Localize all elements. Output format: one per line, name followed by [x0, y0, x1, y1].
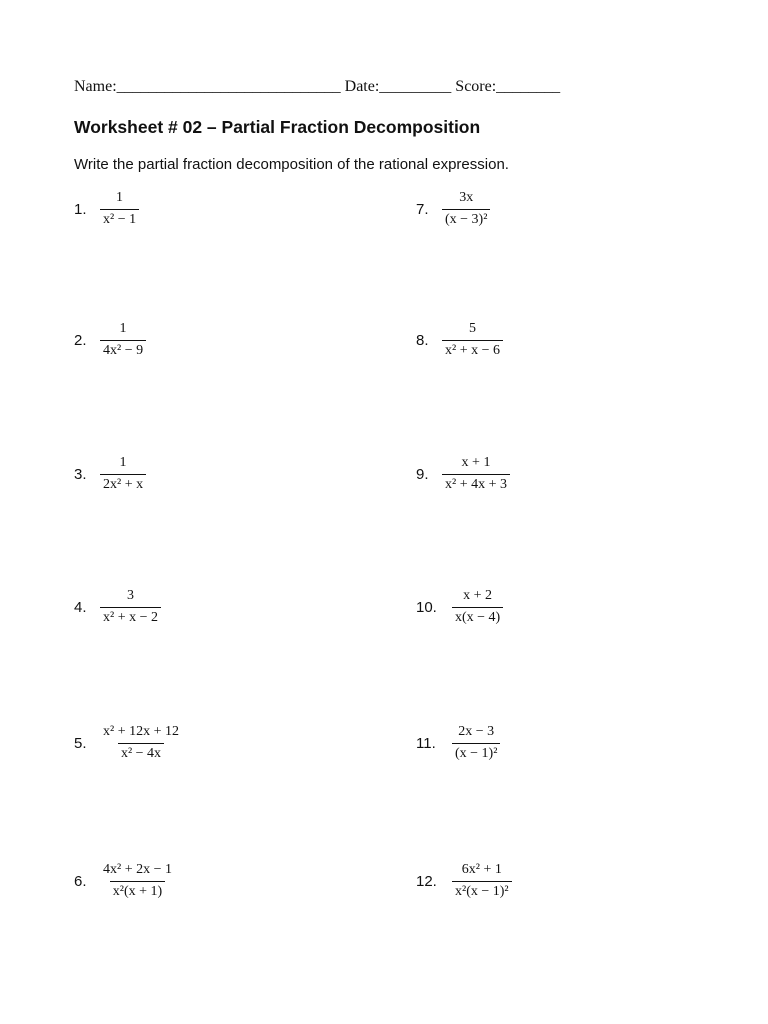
problem-4: [74, 588, 161, 627]
problem-number: 12.: [416, 872, 437, 890]
problem-number: 4.: [74, 598, 87, 616]
problem-number: 1.: [74, 200, 87, 218]
fraction: [100, 588, 161, 627]
problem-11: [416, 724, 500, 763]
fraction: [452, 724, 500, 763]
problem-1: [74, 190, 139, 229]
problem-number: 7.: [416, 200, 429, 218]
fraction: [100, 862, 175, 901]
numerator: x + 2: [463, 588, 493, 603]
instructions: Write the partial fraction decomposition of the rational expression.: [74, 156, 509, 173]
denominator: x(x − 4): [452, 607, 503, 627]
numerator: 3: [127, 588, 134, 603]
problem-6: [74, 862, 175, 901]
numerator: x² + 12x + 12: [103, 724, 179, 739]
fraction: [452, 588, 503, 627]
problem-number: 11.: [416, 734, 436, 752]
numerator: x + 1: [461, 455, 491, 470]
denominator: 4x² − 9: [100, 340, 146, 360]
fraction: [100, 724, 182, 763]
denominator: x² + x − 6: [442, 340, 503, 360]
problem-number: 3.: [74, 465, 87, 483]
numerator: 2x − 3: [458, 724, 495, 739]
fraction: [100, 190, 139, 229]
problem-number: 6.: [74, 872, 87, 890]
numerator: 4x² + 2x − 1: [103, 862, 172, 877]
name-date-score-line: Name:____________________________ Date:_________ Score:________: [74, 78, 561, 95]
denominator: 2x² + x: [100, 474, 146, 494]
problem-number: 8.: [416, 331, 429, 349]
problem-12: [416, 862, 512, 901]
fraction: [452, 862, 512, 901]
denominator: (x − 1)²: [452, 743, 500, 763]
fraction: [442, 455, 510, 494]
problem-number: 10.: [416, 598, 437, 616]
fraction: [442, 321, 503, 360]
numerator: 1: [119, 455, 127, 470]
worksheet-title: Worksheet # 02 – Partial Fraction Decomposition: [74, 117, 481, 137]
numerator: 3x: [459, 190, 474, 205]
denominator: x² + 4x + 3: [442, 474, 510, 494]
problem-number: 9.: [416, 465, 429, 483]
problem-8: [416, 321, 503, 360]
denominator: (x − 3)²: [442, 209, 490, 229]
denominator: x² − 1: [100, 209, 139, 229]
problem-9: [416, 455, 510, 494]
fraction: [442, 190, 490, 229]
problem-number: 2.: [74, 331, 87, 349]
problem-number: 5.: [74, 734, 87, 752]
denominator: x²(x + 1): [110, 881, 165, 901]
problem-5: [74, 724, 182, 763]
problem-3: [74, 455, 146, 494]
problem-2: [74, 321, 146, 360]
denominator: x² + x − 2: [100, 607, 161, 627]
numerator: 1: [116, 190, 124, 205]
denominator: x²(x − 1)²: [452, 881, 512, 901]
numerator: 5: [469, 321, 476, 336]
fraction: [100, 321, 146, 360]
problem-7: [416, 190, 490, 229]
numerator: 6x² + 1: [461, 862, 502, 877]
problem-10: [416, 588, 503, 627]
numerator: 1: [119, 321, 127, 336]
denominator: x² − 4x: [118, 743, 164, 763]
fraction: [100, 455, 146, 494]
